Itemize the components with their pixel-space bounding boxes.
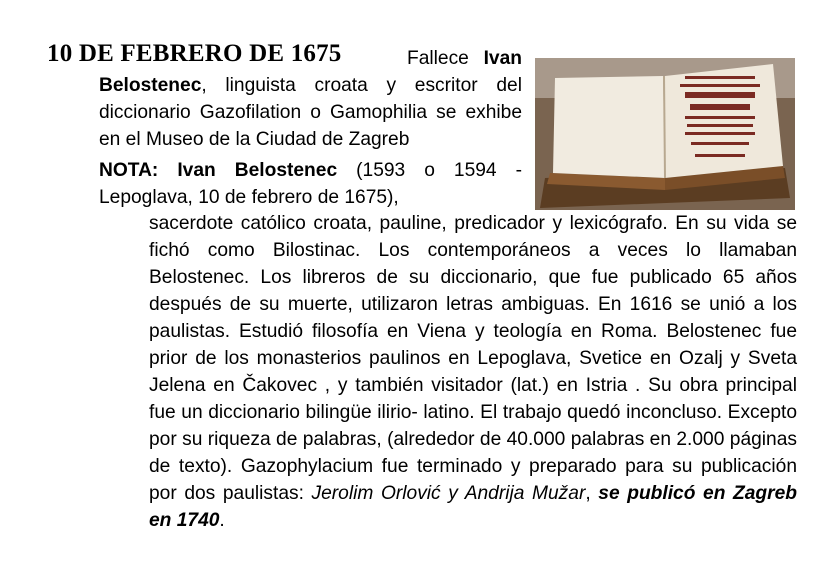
- note-body-text: sacerdote católico croata, pauline, predicador y lexicógrafo. En su vida se fichó como Bilostinac. Los contemporáneos a veces lo llamaban Belostenec. Los libreros de su diccionario, que fue publicado 65 años después de su muerte, utilizaron letras ambiguas. En 1616 se unió a los paulistas. Estudió filosofía en Viena y teología en Roma. Belostenec fue prior de los monasterios paulinos en Lepoglava, Svetice en Ozalj y Sveta Jelena en Čakovec , y también visitador (lat.) en Istria . Su obra principal fue un diccionario bilingüe ilirio- latino. El trabajo quedó inconcluso. Excepto por su riqueza de palabras, (alrededor de 40.000 palabras en 2.000 páginas de texto). Gazophylacium fue terminado y preparado para su publicación por dos paulistas:: [149, 213, 797, 504]
- note-published: se publicó en Zagreb en 1740: [149, 483, 797, 531]
- note-line-a: (1593 o 1594 - Lepoglava, 10 de febrero de 1675),: [99, 160, 522, 208]
- book-photo: [535, 58, 795, 210]
- note-period: .: [219, 510, 225, 531]
- entry-date: 10 DE FEBRERO DE 1675: [47, 40, 342, 67]
- note-body: [149, 210, 797, 534]
- intro-rest: , linguista croata y escritor del diccionario Gazofilation o Gamophilia se exhibe en el Museo de la Ciudad de Zagreb: [99, 75, 522, 150]
- entry-intro: [99, 45, 522, 153]
- note-first-line: [99, 157, 522, 211]
- intro-name: Ivan Belostenec: [99, 48, 522, 96]
- note-sep: ,: [585, 483, 599, 504]
- book-illustration: [535, 58, 795, 210]
- note-italic-names: Jerolim Orlović y Andrija Mužar: [311, 483, 586, 504]
- note-label: NOTA: Ivan Belostenec: [99, 160, 338, 181]
- intro-prefix: Fallece: [407, 48, 484, 69]
